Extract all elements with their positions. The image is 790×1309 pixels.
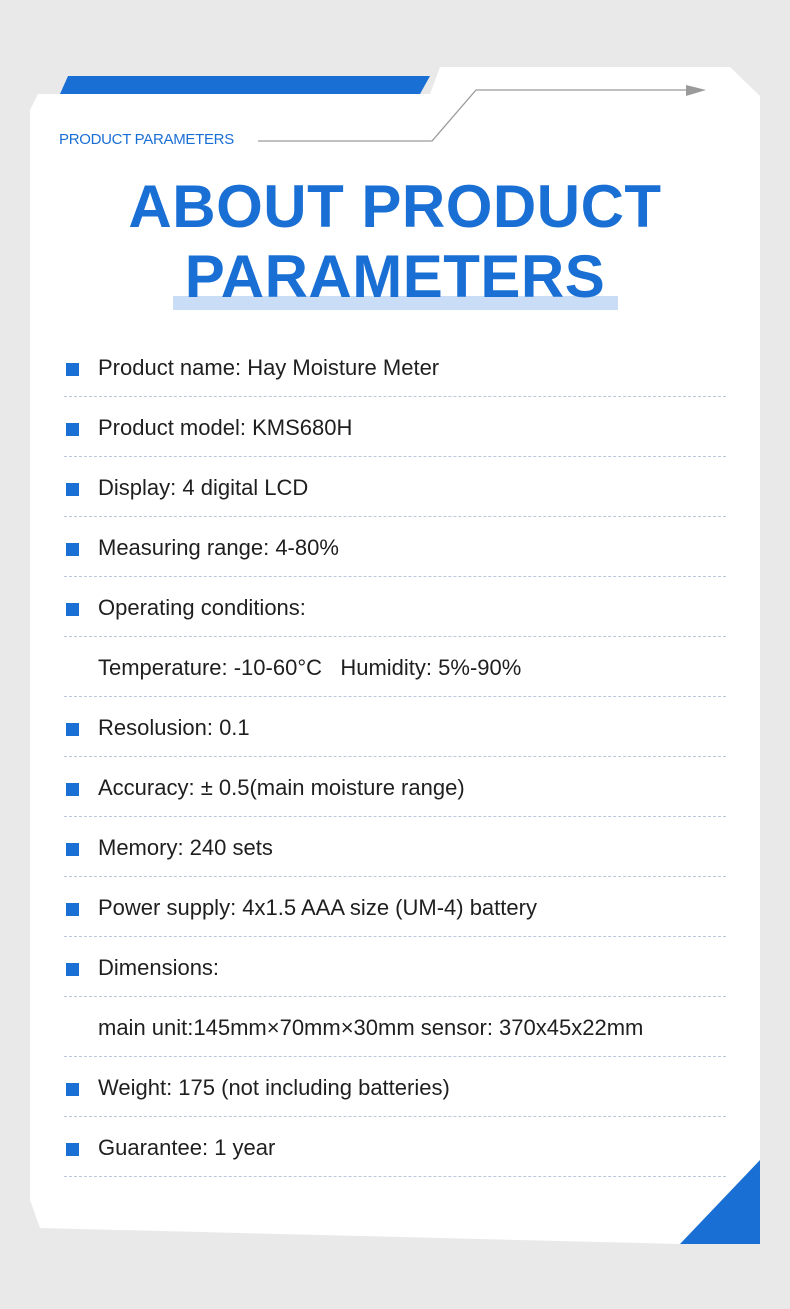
square-bullet-icon bbox=[66, 603, 79, 616]
param-text: Dimensions: bbox=[98, 955, 220, 980]
param-text: Accuracy: ± 0.5(main moisture range) bbox=[98, 775, 465, 800]
title-line-1: ABOUT PRODUCT bbox=[128, 173, 662, 240]
square-bullet-icon bbox=[66, 903, 79, 916]
param-text: main unit:145mm×70mm×30mm sensor: 370x45x22mm bbox=[98, 1015, 644, 1040]
square-bullet-icon bbox=[66, 1143, 79, 1156]
list-item bbox=[64, 697, 726, 757]
square-bullet-icon bbox=[66, 843, 79, 856]
top-accent-band bbox=[60, 76, 430, 94]
square-bullet-icon bbox=[66, 423, 79, 436]
square-bullet-icon bbox=[66, 963, 79, 976]
page-title bbox=[0, 172, 790, 312]
param-text: Temperature: -10-60°C Humidity: 5%-90% bbox=[98, 655, 522, 680]
list-item bbox=[64, 517, 726, 577]
square-bullet-icon bbox=[66, 363, 79, 376]
param-text: Operating conditions: bbox=[98, 595, 306, 620]
list-item bbox=[64, 1117, 726, 1177]
section-label: PRODUCT PARAMETERS bbox=[59, 131, 234, 148]
square-bullet-icon bbox=[66, 1083, 79, 1096]
square-bullet-icon bbox=[66, 543, 79, 556]
param-text: Product model: KMS680H bbox=[98, 415, 353, 440]
param-text: Product name: Hay Moisture Meter bbox=[98, 355, 440, 380]
square-bullet-icon bbox=[66, 783, 79, 796]
parameters-list bbox=[64, 337, 726, 1177]
param-text: Guarantee: 1 year bbox=[98, 1135, 276, 1160]
list-item bbox=[64, 457, 726, 517]
list-item bbox=[64, 817, 726, 877]
list-item bbox=[64, 757, 726, 817]
param-text: Memory: 240 sets bbox=[98, 835, 273, 860]
list-item bbox=[64, 1057, 726, 1117]
list-item bbox=[64, 877, 726, 937]
square-bullet-icon bbox=[66, 723, 79, 736]
title-line-2: PARAMETERS bbox=[184, 243, 606, 310]
list-item bbox=[64, 397, 726, 457]
param-text: Display: 4 digital LCD bbox=[98, 475, 309, 500]
list-item bbox=[64, 937, 726, 997]
square-bullet-icon bbox=[66, 483, 79, 496]
param-text: Weight: 175 (not including batteries) bbox=[98, 1075, 450, 1100]
list-item bbox=[64, 997, 726, 1057]
list-item bbox=[64, 637, 726, 697]
param-text: Power supply: 4x1.5 AAA size (UM-4) battery bbox=[98, 895, 537, 920]
param-text: Measuring range: 4-80% bbox=[98, 535, 339, 560]
param-text: Resolusion: 0.1 bbox=[98, 715, 250, 740]
list-item bbox=[64, 337, 726, 397]
list-item bbox=[64, 577, 726, 637]
